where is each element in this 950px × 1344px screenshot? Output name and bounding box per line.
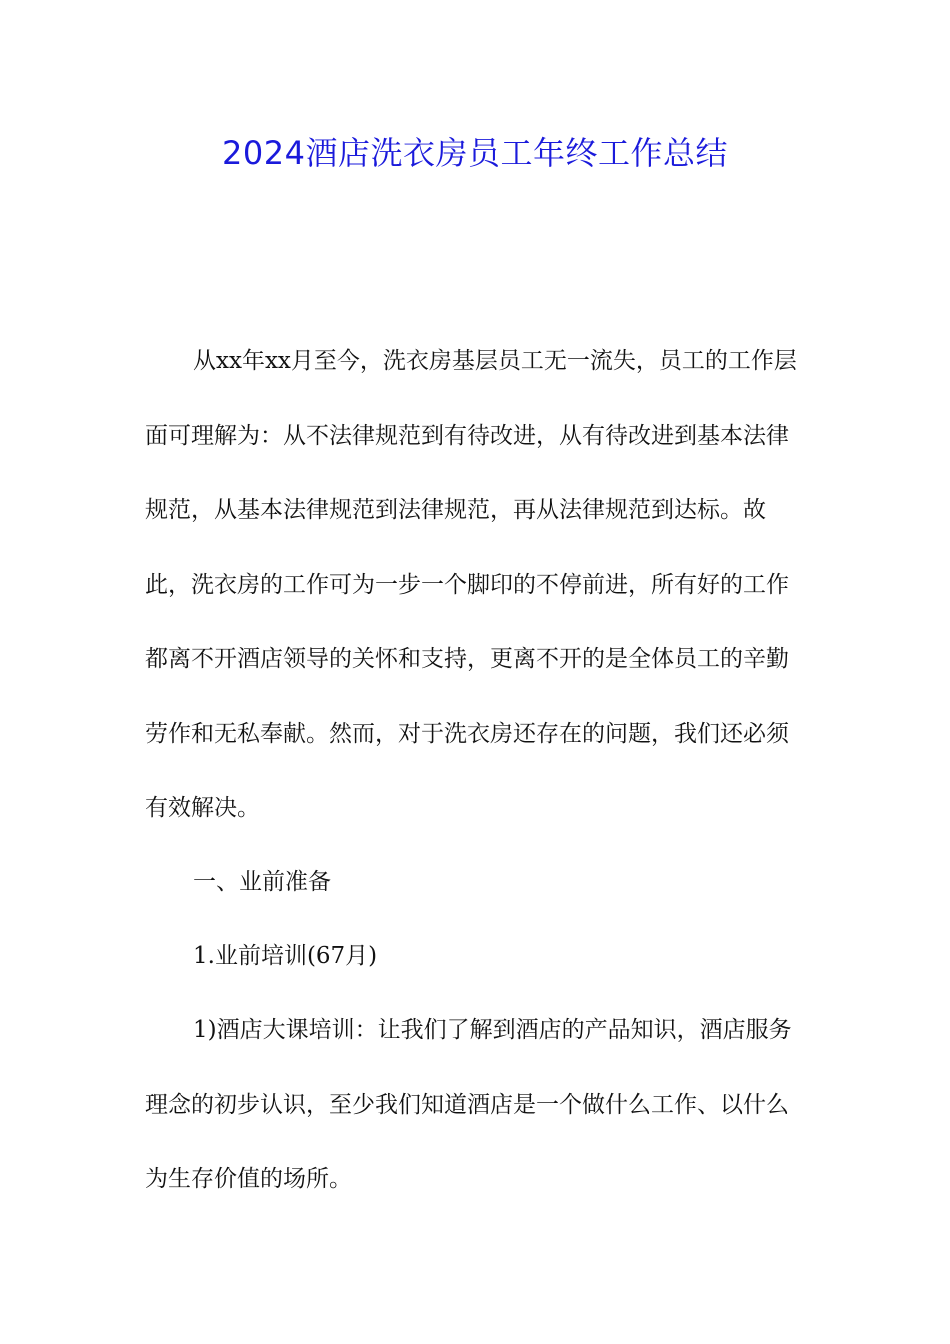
document-title: 2024酒店洗衣房员工年终工作总结 bbox=[222, 134, 728, 172]
paragraph-hotel-training: 1)酒店大课培训：让我们了解到酒店的产品知识，酒店服务理念的初步认识，至少我们知道酒店是一个做什么工作、以什么为生存价值的场所。 bbox=[145, 1017, 792, 1192]
subsection-heading-training: 1.业前培训(67月) bbox=[193, 943, 378, 969]
paragraph-intro: 从xx年xx月至今，洗衣房基层员工无一流失，员工的工作层面可理解为：从不法律规范到有待改进，从有待改进到基本法律规范，从基本法律规范到法律规范，再从法律规范到达标。故此，洗衣房的工作可为一步一个脚印的不停前进，所有好的工作都离不开酒店领导的关怀和支持，更离不开的是全体员工的辛勤劳作和无私奉献。然而，对于洗衣房还存在的问题，我们还必须有效解决。 bbox=[145, 348, 797, 821]
section-heading-preparation: 一、业前准备 bbox=[193, 869, 331, 895]
